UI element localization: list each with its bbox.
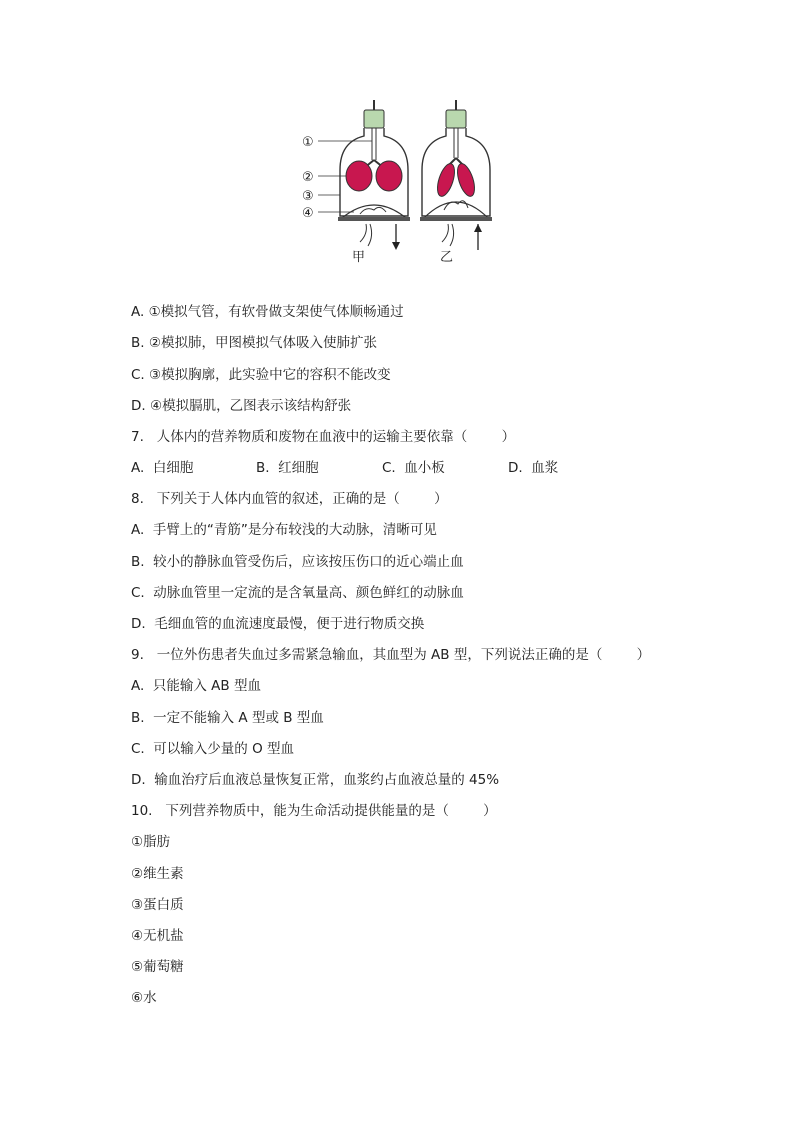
q7-option-b: B. 红细胞 [256, 460, 319, 476]
q8-option-d: D. 毛细血管的血流速度最慢，便于进行物质交换 [131, 616, 425, 632]
q8-stem: 8. 下列关于人体内血管的叙述，正确的是（ ） [131, 491, 448, 507]
q10-item-3: ③蛋白质 [131, 897, 184, 913]
q8-option-a: A. 手臂上的“青筋”是分布较浅的大动脉，清晰可见 [131, 522, 437, 538]
caption-jia: 甲 [352, 250, 366, 265]
arrow-up-icon [474, 224, 482, 232]
q10-item-2: ②维生素 [131, 866, 184, 882]
bell-jar-lung-model-figure [296, 96, 516, 268]
caption-yi: 乙 [440, 250, 454, 265]
marker-1: ① [302, 135, 314, 150]
marker-2: ② [302, 170, 314, 185]
q7-options-row [131, 459, 651, 477]
q9-option-a: A. 只能输入 AB 型血 [131, 678, 261, 694]
bell-jar-diagram [296, 96, 516, 268]
q6-option-b: B. ②模拟肺，甲图模拟气体吸入使肺扩张 [131, 335, 377, 351]
q7-option-d: D. 血浆 [508, 460, 559, 476]
q6-option-d: D. ④模拟膈肌，乙图表示该结构舒张 [131, 398, 352, 414]
left-lung-balloon-icon [346, 161, 372, 191]
q9-option-d: D. 输血治疗后血液总量恢复正常，血浆约占血液总量的 45% [131, 772, 500, 788]
arrow-down-icon [392, 242, 400, 250]
q8-option-c: C. 动脉血管里一定流的是含氧量高、颜色鲜红的动脉血 [131, 585, 464, 601]
q7-stem: 7. 人体内的营养物质和废物在血液中的运输主要依靠（ ） [131, 429, 516, 445]
jar-jia [338, 100, 410, 250]
q7-option-c: C. 血小板 [382, 460, 445, 476]
left-lung-balloon-icon [434, 162, 458, 199]
marker-3: ③ [302, 189, 314, 204]
q10-item-6: ⑥水 [131, 990, 157, 1006]
q8-option-b: B. 较小的静脉血管受伤后，应该按压伤口的近心端止血 [131, 554, 464, 570]
q10-item-4: ④无机盐 [131, 928, 184, 944]
jar-yi [420, 100, 492, 250]
right-lung-balloon-icon [376, 161, 402, 191]
q9-stem: 9. 一位外伤患者失血过多需紧急输血，其血型为 AB 型，下列说法正确的是（ ） [131, 647, 651, 663]
q6-option-a: A. ①模拟气管，有软骨做支架使气体顺畅通过 [131, 304, 404, 320]
right-lung-balloon-icon [454, 162, 478, 199]
q9-option-c: C. 可以输入少量的 O 型血 [131, 741, 295, 757]
q10-item-1: ①脂肪 [131, 834, 171, 850]
q10-item-5: ⑤葡萄糖 [131, 959, 184, 975]
q7-option-a: A. 白细胞 [131, 460, 194, 476]
stopper-icon [446, 110, 466, 128]
stopper-icon [364, 110, 384, 128]
q9-option-b: B. 一定不能输入 A 型或 B 型血 [131, 710, 324, 726]
marker-4: ④ [302, 206, 314, 221]
q10-stem: 10. 下列营养物质中，能为生命活动提供能量的是（ ） [131, 803, 497, 819]
q6-option-c: C. ③模拟胸廓，此实验中它的容积不能改变 [131, 367, 391, 383]
